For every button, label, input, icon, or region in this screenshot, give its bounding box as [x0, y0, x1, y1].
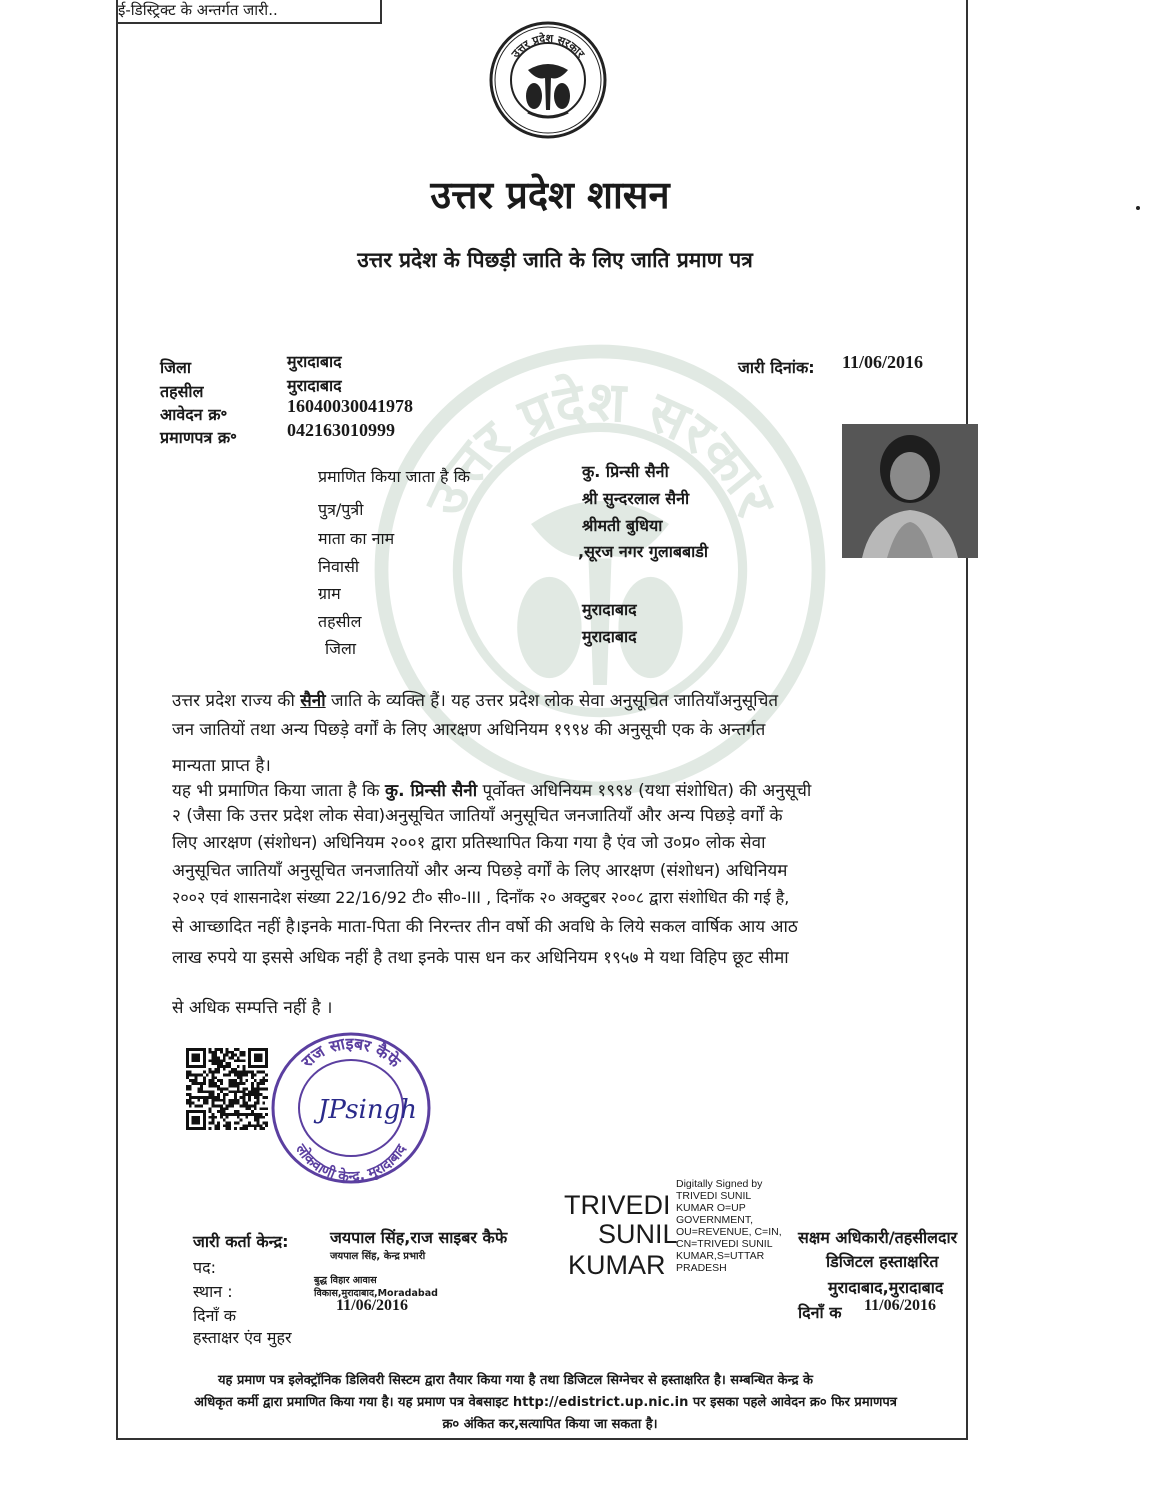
detail-value-mother: श्रीमती बुधिया: [582, 516, 663, 535]
district-label: जिला: [160, 358, 192, 377]
watermark-text: उत्तर प्रदेश सरकार: [413, 369, 787, 526]
emblem-text: उत्तर प्रदेश सरकार: [508, 31, 588, 61]
place-value-line-1: बुद्ध विहार आवास: [314, 1275, 377, 1286]
header-note-divider: [380, 0, 382, 23]
issuing-center-value: जयपाल सिंह,राज साइबर कैफे: [330, 1228, 508, 1247]
body-paragraph-2-line-6: से आच्छादित नहीं है।इनके माता-पिता की निरन्तर तीन वर्षो की अवधि के लिये सकल वार्षिक आय आठ: [172, 917, 798, 937]
digitally-signed-label: डिजिटल हस्ताक्षरित: [826, 1252, 939, 1271]
body-paragraph-2-line-4: अनुसूचित जातियाँ अनुसूचित जनजातियों और अन्य पिछड़े वर्गों के लिए आरक्षण (संशोधन) अधिनियम: [172, 861, 788, 881]
header-note: ई-डिस्ट्रिक्ट के अन्तर्गत जारी..: [118, 1, 278, 19]
cyber-cafe-stamp: [258, 1026, 444, 1186]
body-paragraph-2-line-2: २ (जैसा कि उत्तर प्रदेश लोक सेवा)अनुसूचित जातियाँ अनुसूचित जनजातियाँ और अन्य पिछड़े वर्गों के: [172, 806, 783, 826]
tehsil-label: तहसील: [160, 382, 204, 401]
certificate-number-label: प्रमाणपत्र क्र॰: [160, 428, 237, 447]
detail-label-certify: प्रमाणित किया जाता है कि: [318, 467, 471, 486]
body-paragraph-2-line-3: लिए आरक्षण (संशोधन) अधिनियम २००१ द्वारा प्रतिस्थापित किया गया है एंव जो उ०प्र० लोक सेवा: [172, 833, 766, 853]
stamp-signature: JPsingh: [318, 1095, 418, 1125]
detail-label-mother: माता का नाम: [318, 529, 395, 548]
body-paragraph-2-line-7: लाख रुपये या इससे अधिक नहीं है तथा इनके पास धन कर अधिनियम १९५७ मे यथा विहिप छूट सीमा: [172, 948, 789, 968]
stamp-bottom-text: लोकवाणी केन्द्र, मुरादाबाद: [292, 1141, 410, 1186]
detail-label-child-of: पुत्र/पुत्री: [318, 500, 364, 519]
district-value: मुरादाबाद: [287, 352, 342, 371]
detail-value-father: श्री सुन्दरलाल सैनी: [582, 489, 690, 508]
digital-signature-details: Digitally Signed by TRIVEDI SUNIL KUMAR O=UP GOVERNMENT, OU=REVENUE, C=IN, CN=TRIVEDI SUNIL KUMAR,S=UTTAR PRADESH: [676, 1178, 782, 1274]
svg-text:राज साइबर कैफे: [297, 1034, 405, 1072]
tehsil-value: मुरादाबाद: [287, 376, 342, 395]
certificate-number-value: 042163010999: [287, 420, 395, 440]
place-label: स्थान :: [193, 1282, 233, 1301]
post-value: जयपाल सिंह, केन्द्र प्रभारी: [330, 1251, 426, 1262]
detail-label-village: ग्राम: [318, 584, 341, 603]
footer-line-3: क्र० अंकित कर,सत्यापित किया जा सकता है।: [442, 1417, 658, 1432]
body-paragraph-1-line-3: मान्यता प्राप्त है।: [172, 756, 271, 776]
authority-place: मुरादाबाद,मुरादाबाद: [828, 1278, 944, 1297]
detail-value-tehsil: मुरादाबाद: [582, 600, 637, 619]
footer-line-1: यह प्रमाण पत्र इलेक्ट्रॉनिक डिलिवरी सिस्टम द्वारा तैयार किया गया है तथा डिजिटल सिग्नेचर से हस्ताक्षरित है। सम्बन्धित केन्द्र के: [218, 1373, 814, 1388]
signer-name-line-3: KUMAR: [568, 1250, 666, 1280]
issuer-date-label: दिनाँ क: [193, 1306, 237, 1325]
qr-code: [186, 1048, 268, 1130]
state-emblem: [488, 20, 608, 140]
issuer-date-value: 11/06/2016: [336, 1297, 409, 1314]
body-paragraph-1-line-2: जन जातियों तथा अन्य पिछड़े वर्गों के लिए आरक्षण अधिनियम १९९४ की अनुसूची एक के अन्तर्गत: [172, 720, 766, 740]
signer-name-line-2: SUNIL: [598, 1219, 678, 1249]
detail-value-district: मुरादाबाद: [582, 627, 637, 646]
applicant-photo: [842, 424, 978, 558]
application-label: आवेदन क्र॰: [160, 405, 228, 424]
scan-speck: [1136, 206, 1140, 210]
post-label: पद:: [193, 1258, 216, 1277]
detail-label-tehsil: तहसील: [318, 612, 362, 631]
detail-label-resident: निवासी: [318, 557, 360, 576]
issue-date-label: जारी दिनांक:: [738, 358, 815, 377]
body-paragraph-2-line-1: यह भी प्रमाणित किया जाता है कि कु. प्रिन्सी सैनी पूर्वोक्त अधिनियम १९९४ (यथा संशोधित) की अनुसूची: [172, 781, 812, 801]
footer-line-2: अधिकृत कर्मी द्वारा प्रमाणित किया गया है। यह प्रमाण पत्र वेबसाइट http://edistrict.up.nic.in पर इसका पहले आवेदन क्र० फिर प्रमाणपत्र: [194, 1395, 897, 1410]
place-value-line-2: विकास,मुरादाबाद,Moradabad: [314, 1288, 438, 1299]
authority-date-label: दिनाँ क: [798, 1303, 842, 1322]
certificate-subtitle: उत्तर प्रदेश के पिछड़ी जाति के लिए जाति प्रमाण पत्र: [357, 248, 753, 272]
body-paragraph-2-line-8: से अधिक सम्पत्ति नहीं है ।: [172, 998, 333, 1018]
applicant-name-inline: कु. प्रिन्सी सैनी: [385, 781, 478, 801]
sign-and-seal-label: हस्ताक्षर एंव मुहर: [193, 1328, 292, 1347]
svg-text:लोकवाणी केन्द्र, मुरादाबाद: [292, 1140, 410, 1185]
certificate-title: उत्तर प्रदेश शासन: [430, 172, 670, 217]
detail-value-resident: ,सूरज नगर गुलाबबाडी: [578, 542, 709, 561]
body-paragraph-2-line-5: २००२ एवं शासनादेश संख्या 22/16/92 टी० सी०-III , दिनाँक २० अक्टुबर २००८ द्वारा संशोधित की गई है,: [172, 888, 790, 907]
application-value: 16040030041978: [287, 396, 413, 416]
body-paragraph-1-line-1: उत्तर प्रदेश राज्य की सैनी जाति के व्यक्ति हैं। यह उत्तर प्रदेश लोक सेवा अनुसूचित जातियाँअनुसूचित: [172, 691, 779, 711]
authority-date-value: 11/06/2016: [864, 1297, 937, 1314]
detail-value-name: कु. प्रिन्सी सैनी: [582, 462, 669, 481]
issue-date-value: 11/06/2016: [842, 352, 924, 372]
caste-name: सैनी: [300, 691, 326, 711]
issuing-center-label: जारी कर्ता केन्द्र:: [193, 1232, 289, 1251]
stamp-top-text: राज साइबर कैफे: [297, 1033, 405, 1072]
authority-title: सक्षम अधिकारी/तहसीलदार: [798, 1228, 958, 1247]
header-note-underline: [116, 22, 382, 24]
detail-label-district: जिला: [325, 639, 357, 658]
signer-name-line-1: TRIVEDI: [564, 1190, 671, 1220]
